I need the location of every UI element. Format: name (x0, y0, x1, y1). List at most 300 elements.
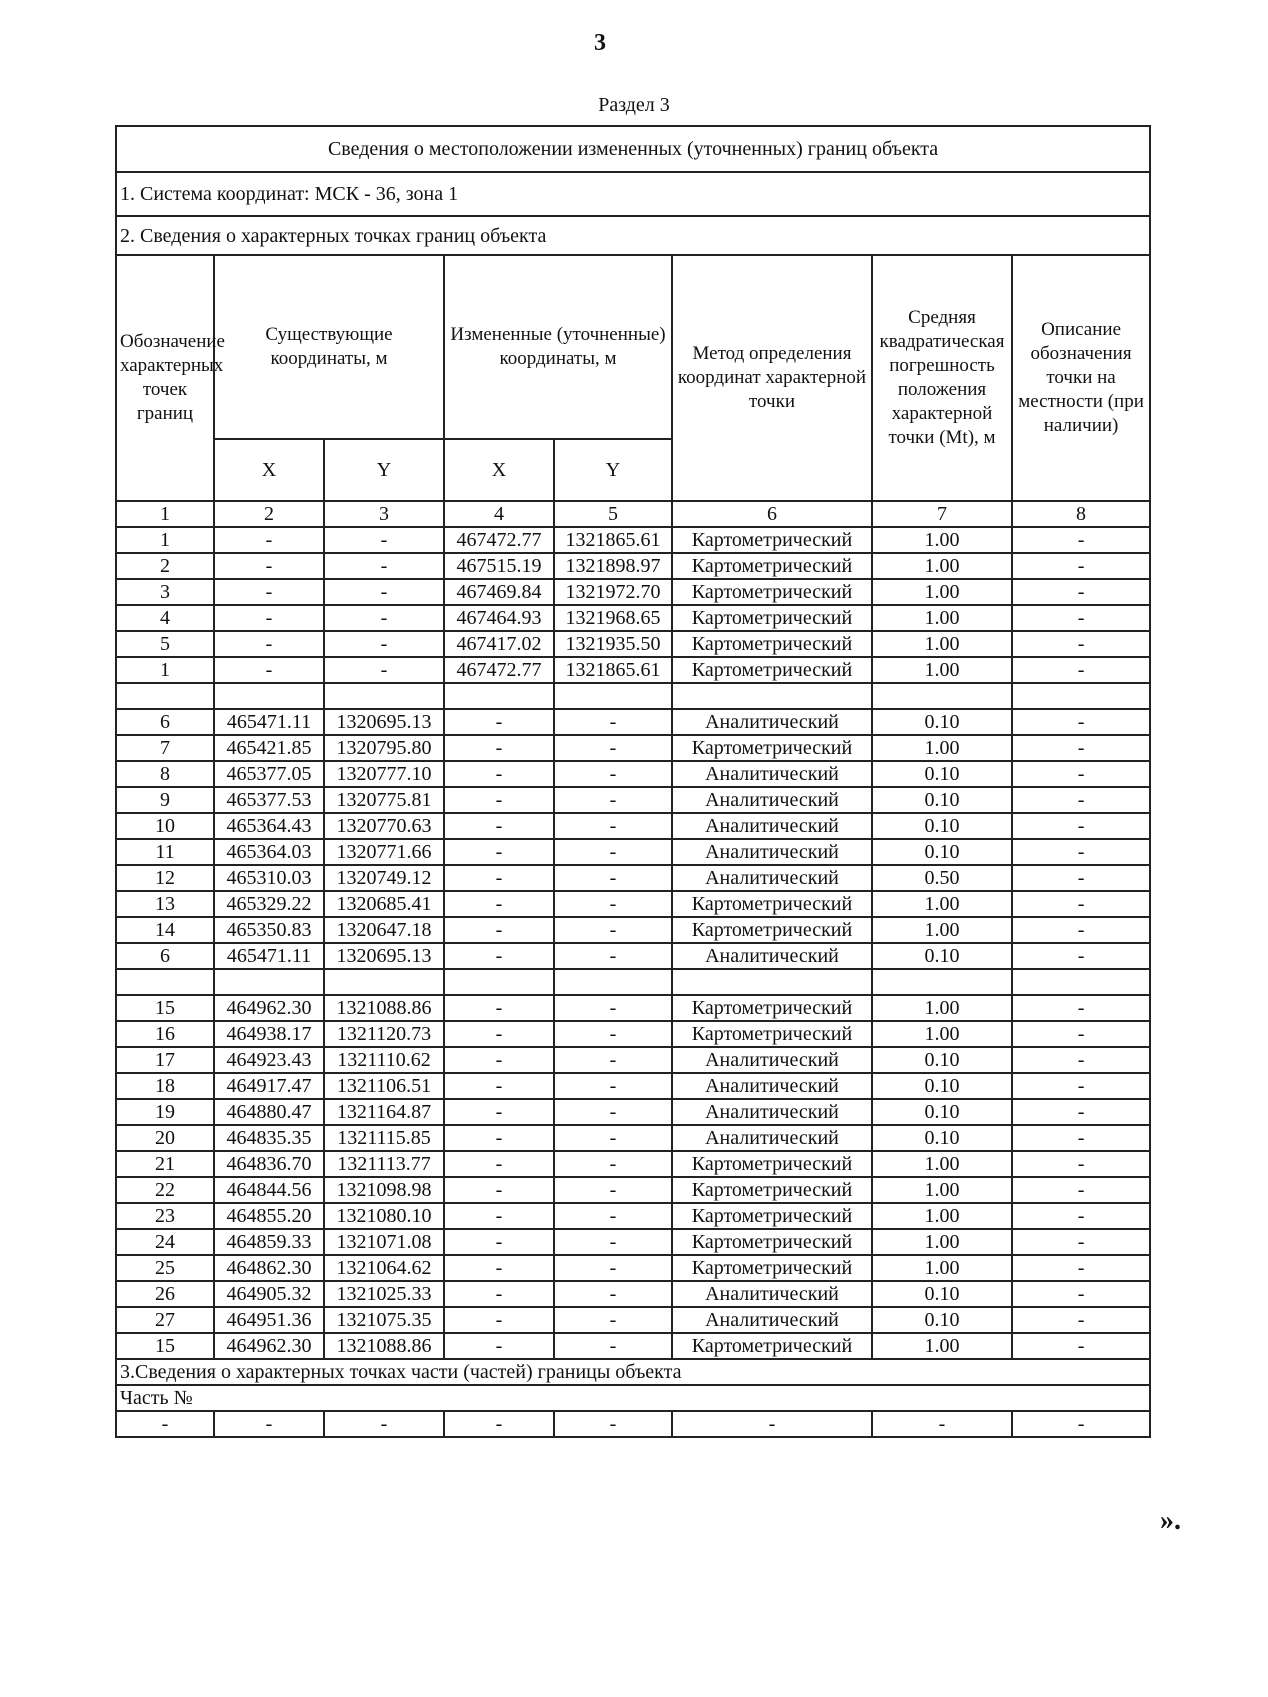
table-cell: - (1012, 657, 1150, 683)
table-cell: - (444, 1229, 554, 1255)
table-cell: 0.10 (872, 943, 1012, 969)
table-cell: - (554, 709, 672, 735)
table-cell: Картометрический (672, 1151, 872, 1177)
table-cell: Картометрический (672, 657, 872, 683)
table-cell: - (324, 579, 444, 605)
table-cell: - (1012, 631, 1150, 657)
table-row (116, 1203, 1150, 1229)
table-row (116, 735, 1150, 761)
header-changed: Измененные (уточненные) координаты, м (444, 255, 672, 439)
boundary-table (115, 125, 1151, 1438)
table-cell: 1321865.61 (554, 657, 672, 683)
table-cell: 465471.11 (214, 709, 324, 735)
table-row (116, 1099, 1150, 1125)
header-changed-y: Y (554, 439, 672, 501)
table-row (116, 709, 1150, 735)
table-cell: - (1012, 1151, 1150, 1177)
table-cell (872, 969, 1012, 995)
closing-mark: ». (1160, 1505, 1181, 1536)
table-cell: - (214, 631, 324, 657)
table-cell (444, 683, 554, 709)
table-row (116, 1177, 1150, 1203)
table-row (116, 813, 1150, 839)
table-cell: 1321968.65 (554, 605, 672, 631)
column-number: 6 (672, 501, 872, 527)
table-row (116, 995, 1150, 1021)
table-cell: - (554, 1203, 672, 1229)
table-cell: 1321113.77 (324, 1151, 444, 1177)
table-cell: Картометрический (672, 917, 872, 943)
table-cell (116, 969, 214, 995)
section-title: Раздел 3 (598, 94, 670, 116)
table-cell: 464844.56 (214, 1177, 324, 1203)
table-cell: 464905.32 (214, 1281, 324, 1307)
parts-cell: - (672, 1411, 872, 1437)
table-cell: 1.00 (872, 579, 1012, 605)
table-cell: 25 (116, 1255, 214, 1281)
table-cell: - (1012, 891, 1150, 917)
table-row (116, 839, 1150, 865)
table-cell: 1321164.87 (324, 1099, 444, 1125)
table-cell: 4 (116, 605, 214, 631)
table-cell: 467417.02 (444, 631, 554, 657)
table-cell: Аналитический (672, 943, 872, 969)
table-cell: 1.00 (872, 657, 1012, 683)
table-title: Сведения о местоположении измененных (уточненных) границ объекта (116, 126, 1150, 172)
table-cell: 467469.84 (444, 579, 554, 605)
table-row (116, 1229, 1150, 1255)
table-cell: 467472.77 (444, 527, 554, 553)
table-cell: 0.10 (872, 787, 1012, 813)
table-cell: - (1012, 1333, 1150, 1359)
table-cell: - (1012, 839, 1150, 865)
table-cell: Картометрический (672, 631, 872, 657)
table-cell: 1321935.50 (554, 631, 672, 657)
table-row (116, 1281, 1150, 1307)
table-cell: 1.00 (872, 631, 1012, 657)
table-cell: 464855.20 (214, 1203, 324, 1229)
table-cell: - (1012, 579, 1150, 605)
table-cell: - (1012, 1203, 1150, 1229)
table-cell: 1.00 (872, 1177, 1012, 1203)
table-cell: 1321110.62 (324, 1047, 444, 1073)
table-cell: - (1012, 1047, 1150, 1073)
column-number: 7 (872, 501, 1012, 527)
table-cell: - (554, 813, 672, 839)
table-cell: - (554, 1333, 672, 1359)
header-existing: Существующие координаты, м (214, 255, 444, 439)
table-cell: 0.50 (872, 865, 1012, 891)
table-cell (672, 969, 872, 995)
table-cell (214, 683, 324, 709)
parts-cell: - (554, 1411, 672, 1437)
table-cell: 1.00 (872, 605, 1012, 631)
table-row (116, 969, 1150, 995)
table-cell: 465377.05 (214, 761, 324, 787)
table-cell: - (214, 553, 324, 579)
table-cell: - (554, 1099, 672, 1125)
table-cell: Аналитический (672, 1047, 872, 1073)
table-row (116, 917, 1150, 943)
table-cell: 1.00 (872, 1203, 1012, 1229)
table-cell: 1320775.81 (324, 787, 444, 813)
table-cell: - (554, 1151, 672, 1177)
table-cell: 1.00 (872, 891, 1012, 917)
table-cell: - (1012, 917, 1150, 943)
table-row (116, 1307, 1150, 1333)
table-cell: Картометрический (672, 891, 872, 917)
table-row (116, 631, 1150, 657)
table-cell: 0.10 (872, 813, 1012, 839)
table-row (116, 1021, 1150, 1047)
table-cell: Картометрический (672, 527, 872, 553)
table-cell: - (554, 1177, 672, 1203)
table-cell: - (444, 709, 554, 735)
table-cell: - (444, 1099, 554, 1125)
parts-cell: - (116, 1411, 214, 1437)
table-cell: 464962.30 (214, 995, 324, 1021)
table-row (116, 787, 1150, 813)
table-cell: 1 (116, 657, 214, 683)
table-cell: - (554, 865, 672, 891)
table-row (116, 605, 1150, 631)
table-cell: - (554, 761, 672, 787)
table-cell: - (1012, 865, 1150, 891)
table-cell: - (1012, 527, 1150, 553)
table-cell: 0.10 (872, 839, 1012, 865)
column-numbers-row (116, 501, 1150, 527)
table-cell: 465350.83 (214, 917, 324, 943)
table-cell: 1320795.80 (324, 735, 444, 761)
table-cell: 465310.03 (214, 865, 324, 891)
table-cell: 1321115.85 (324, 1125, 444, 1151)
column-number: 4 (444, 501, 554, 527)
table-cell: - (1012, 1307, 1150, 1333)
table-cell: Аналитический (672, 1073, 872, 1099)
table-cell: - (1012, 1099, 1150, 1125)
table-cell: 465364.43 (214, 813, 324, 839)
table-cell: Картометрический (672, 1203, 872, 1229)
table-cell: 1321064.62 (324, 1255, 444, 1281)
column-number: 3 (324, 501, 444, 527)
table-cell: - (324, 605, 444, 631)
table-cell: - (444, 1177, 554, 1203)
table-cell: 1321898.97 (554, 553, 672, 579)
table-cell: 1321972.70 (554, 579, 672, 605)
table-cell: Аналитический (672, 1125, 872, 1151)
table-row (116, 1255, 1150, 1281)
table-cell: 5 (116, 631, 214, 657)
table-cell: 464923.43 (214, 1047, 324, 1073)
table-cell: - (554, 1255, 672, 1281)
table-cell: - (1012, 1255, 1150, 1281)
column-number: 8 (1012, 501, 1150, 527)
table-cell (116, 683, 214, 709)
table-cell: 13 (116, 891, 214, 917)
table-row (116, 553, 1150, 579)
table-cell: - (554, 1021, 672, 1047)
table-row (116, 761, 1150, 787)
table-cell: 1320777.10 (324, 761, 444, 787)
table-cell: - (554, 839, 672, 865)
table-cell: - (444, 1151, 554, 1177)
page-number: 3 (594, 30, 606, 56)
table-row (116, 683, 1150, 709)
table-cell: - (554, 995, 672, 1021)
table-cell: - (214, 657, 324, 683)
coordinate-system: 1. Система координат: МСК - 36, зона 1 (116, 172, 1150, 216)
table-cell: Аналитический (672, 709, 872, 735)
table-cell: 6 (116, 943, 214, 969)
table-cell: - (1012, 761, 1150, 787)
table-cell: 1.00 (872, 553, 1012, 579)
column-number: 1 (116, 501, 214, 527)
table-cell: - (554, 1281, 672, 1307)
table-row (116, 891, 1150, 917)
table-cell: Аналитический (672, 1307, 872, 1333)
table-cell: 15 (116, 995, 214, 1021)
table-cell: - (444, 995, 554, 1021)
table-cell: - (444, 1281, 554, 1307)
table-cell: Картометрический (672, 735, 872, 761)
table-cell: 2 (116, 553, 214, 579)
table-cell (872, 683, 1012, 709)
table-cell: 1.00 (872, 1333, 1012, 1359)
table-cell: - (1012, 553, 1150, 579)
header-error: Средняя квадратическая погрешность положения характерной точки (Mt), м (872, 255, 1012, 501)
table-cell (324, 969, 444, 995)
table-cell: Аналитический (672, 787, 872, 813)
table-cell: 1321098.98 (324, 1177, 444, 1203)
table-cell: - (444, 1255, 554, 1281)
table-cell: - (554, 735, 672, 761)
table-cell: 1.00 (872, 1021, 1012, 1047)
table-cell: Аналитический (672, 1281, 872, 1307)
table-cell (444, 969, 554, 995)
table-cell: 465377.53 (214, 787, 324, 813)
table-row (116, 1073, 1150, 1099)
table-cell: 3 (116, 579, 214, 605)
table-cell (324, 683, 444, 709)
parts-heading: 3.Сведения о характерных точках части (частей) границы объекта (116, 1359, 1150, 1385)
table-cell: - (444, 1125, 554, 1151)
parts-cell: - (444, 1411, 554, 1437)
table-cell: - (554, 1125, 672, 1151)
table-cell (1012, 683, 1150, 709)
table-cell: 465471.11 (214, 943, 324, 969)
table-cell: 467515.19 (444, 553, 554, 579)
table-cell: 0.10 (872, 709, 1012, 735)
table-cell: - (444, 865, 554, 891)
table-cell: Картометрический (672, 579, 872, 605)
table-cell: - (1012, 1281, 1150, 1307)
table-cell: 1321865.61 (554, 527, 672, 553)
table-cell: - (1012, 735, 1150, 761)
table-cell: 10 (116, 813, 214, 839)
table-cell: 1321025.33 (324, 1281, 444, 1307)
table-cell: Аналитический (672, 1099, 872, 1125)
table-row (116, 865, 1150, 891)
table-cell: - (444, 1333, 554, 1359)
table-cell: 1320749.12 (324, 865, 444, 891)
parts-row (116, 1411, 1150, 1437)
table-cell: Картометрический (672, 1177, 872, 1203)
table-cell: - (444, 1021, 554, 1047)
table-cell: Аналитический (672, 813, 872, 839)
table-cell: 1320695.13 (324, 943, 444, 969)
table-cell: 1321080.10 (324, 1203, 444, 1229)
table-cell: 0.10 (872, 1125, 1012, 1151)
table-cell: 1321106.51 (324, 1073, 444, 1099)
table-cell: - (1012, 1125, 1150, 1151)
table-cell: 1320770.63 (324, 813, 444, 839)
table-cell: Картометрический (672, 995, 872, 1021)
table-cell: 464859.33 (214, 1229, 324, 1255)
table-cell: - (1012, 1177, 1150, 1203)
table-cell: 464938.17 (214, 1021, 324, 1047)
table-cell: 0.10 (872, 1073, 1012, 1099)
table-cell: - (444, 891, 554, 917)
table-cell: 1320771.66 (324, 839, 444, 865)
table-cell: 26 (116, 1281, 214, 1307)
header-method: Метод определения координат характерной точки (672, 255, 872, 501)
points-heading: 2. Сведения о характерных точках границ объекта (116, 216, 1150, 255)
table-cell: - (444, 1203, 554, 1229)
table-row (116, 527, 1150, 553)
part-label: Часть № (116, 1385, 1150, 1411)
parts-cell: - (1012, 1411, 1150, 1437)
table-cell: - (554, 1307, 672, 1333)
table-cell: 17 (116, 1047, 214, 1073)
table-cell: 1320695.13 (324, 709, 444, 735)
table-cell: - (1012, 787, 1150, 813)
table-cell: - (444, 813, 554, 839)
table-cell: - (554, 891, 672, 917)
table-cell: - (554, 943, 672, 969)
table-cell: 464835.35 (214, 1125, 324, 1151)
table-cell: 467464.93 (444, 605, 554, 631)
table-cell: 1.00 (872, 527, 1012, 553)
table-cell (214, 969, 324, 995)
table-cell: 464880.47 (214, 1099, 324, 1125)
table-cell: - (444, 1307, 554, 1333)
header-existing-y: Y (324, 439, 444, 501)
table-cell: 20 (116, 1125, 214, 1151)
table-cell: - (444, 1073, 554, 1099)
table-cell: 1.00 (872, 1229, 1012, 1255)
table-cell: - (554, 787, 672, 813)
table-cell: - (324, 631, 444, 657)
table-cell: Картометрический (672, 1333, 872, 1359)
table-cell: - (444, 839, 554, 865)
table-cell: 464836.70 (214, 1151, 324, 1177)
table-cell: - (554, 1073, 672, 1099)
table-cell: 464951.36 (214, 1307, 324, 1333)
table-cell: - (444, 735, 554, 761)
table-cell: - (1012, 943, 1150, 969)
table-cell: - (214, 527, 324, 553)
table-cell: - (1012, 709, 1150, 735)
table-cell: - (214, 579, 324, 605)
table-cell: - (554, 1229, 672, 1255)
table-cell: 1.00 (872, 917, 1012, 943)
table-cell: 0.10 (872, 1047, 1012, 1073)
table-cell: 1.00 (872, 735, 1012, 761)
table-cell: 0.10 (872, 761, 1012, 787)
table-cell: 14 (116, 917, 214, 943)
table-cell: 464917.47 (214, 1073, 324, 1099)
header-designation: Обозначение характерных точек границ (116, 255, 214, 501)
table-cell: Аналитический (672, 761, 872, 787)
table-cell: 18 (116, 1073, 214, 1099)
table-cell: 0.10 (872, 1281, 1012, 1307)
table-cell: - (324, 657, 444, 683)
table-cell: Картометрический (672, 1229, 872, 1255)
table-row (116, 1125, 1150, 1151)
table-row (116, 579, 1150, 605)
table-cell: Картометрический (672, 1255, 872, 1281)
table-cell (554, 969, 672, 995)
table-cell: - (1012, 1073, 1150, 1099)
table-cell: 24 (116, 1229, 214, 1255)
table-cell: 16 (116, 1021, 214, 1047)
table-cell: - (324, 527, 444, 553)
table-cell: 22 (116, 1177, 214, 1203)
parts-cell: - (214, 1411, 324, 1437)
column-number: 5 (554, 501, 672, 527)
table-cell: - (444, 761, 554, 787)
column-number: 2 (214, 501, 324, 527)
table-cell: 8 (116, 761, 214, 787)
table-cell: 0.10 (872, 1307, 1012, 1333)
table-cell: 11 (116, 839, 214, 865)
table-cell: - (1012, 813, 1150, 839)
table-cell: - (444, 787, 554, 813)
table-cell: 465329.22 (214, 891, 324, 917)
table-cell: 464862.30 (214, 1255, 324, 1281)
table-cell: 1320647.18 (324, 917, 444, 943)
table-cell (554, 683, 672, 709)
table-row (116, 657, 1150, 683)
table-cell: - (1012, 995, 1150, 1021)
table-cell: Картометрический (672, 1021, 872, 1047)
table-row (116, 943, 1150, 969)
table-cell: 1321088.86 (324, 995, 444, 1021)
header-existing-x: X (214, 439, 324, 501)
table-cell: 1.00 (872, 995, 1012, 1021)
table-cell: Аналитический (672, 865, 872, 891)
table-cell: Картометрический (672, 605, 872, 631)
table-cell: - (1012, 1021, 1150, 1047)
table-cell: - (1012, 605, 1150, 631)
table-cell: - (444, 1047, 554, 1073)
table-cell (672, 683, 872, 709)
table-row (116, 1047, 1150, 1073)
table-cell: 1321071.08 (324, 1229, 444, 1255)
table-row (116, 1333, 1150, 1359)
table-cell: - (1012, 1229, 1150, 1255)
table-cell: 23 (116, 1203, 214, 1229)
table-cell: - (554, 917, 672, 943)
header-changed-x: X (444, 439, 554, 501)
table-cell: 6 (116, 709, 214, 735)
table-cell: 1 (116, 527, 214, 553)
parts-cell: - (872, 1411, 1012, 1437)
parts-cell: - (324, 1411, 444, 1437)
table-cell: Аналитический (672, 839, 872, 865)
table-cell: 19 (116, 1099, 214, 1125)
table-cell: 7 (116, 735, 214, 761)
